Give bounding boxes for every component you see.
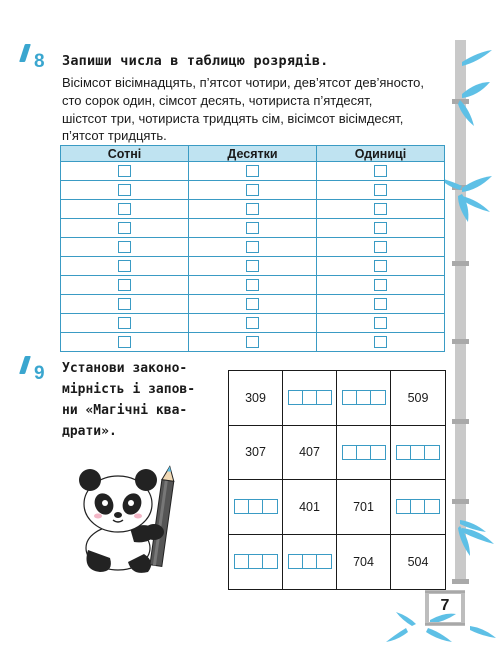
place-value-cell[interactable] (61, 238, 189, 257)
place-value-cell[interactable] (189, 333, 317, 352)
magic-square-cell[interactable] (229, 535, 283, 590)
place-value-cell[interactable] (189, 181, 317, 200)
place-value-cell[interactable] (61, 295, 189, 314)
magic-square-value: 509 (407, 390, 429, 405)
digit-box[interactable] (374, 203, 387, 215)
task-9-text-line: ни «Магічні ква- (62, 403, 188, 418)
digit-box[interactable] (303, 391, 317, 404)
magic-square-value: 701 (353, 499, 374, 514)
place-value-cell[interactable] (317, 276, 445, 295)
digit-box[interactable] (249, 500, 263, 513)
digit-box[interactable] (246, 279, 259, 291)
digit-box[interactable] (246, 184, 259, 196)
digit-box[interactable] (357, 391, 371, 404)
magic-square-cell (283, 426, 337, 481)
three-digit-answer-boxes[interactable] (288, 554, 332, 569)
magic-square-grid (228, 370, 446, 590)
place-value-row (61, 181, 445, 200)
magic-square-value: 504 (407, 554, 429, 569)
place-value-cell[interactable] (189, 276, 317, 295)
magic-square-cell (283, 480, 337, 535)
magic-square-cell[interactable] (337, 371, 391, 426)
bamboo-stalk-icon (452, 40, 469, 584)
place-value-row (61, 276, 445, 295)
magic-square-cell[interactable] (391, 480, 445, 535)
place-value-row (61, 295, 445, 314)
page-number: 7 (440, 597, 450, 614)
bamboo-node (452, 419, 469, 424)
place-value-cell[interactable] (189, 200, 317, 219)
task-9-text-line: Установи законо- (62, 361, 188, 376)
magic-square-cell[interactable] (283, 535, 337, 590)
task-8-text-line: шістсот три, чотириста тридцять сім, вісімсот вісімдесят, (62, 111, 404, 126)
digit-box[interactable] (374, 222, 387, 234)
place-value-row (61, 333, 445, 352)
digit-box[interactable] (246, 241, 259, 253)
digit-box[interactable] (246, 203, 259, 215)
place-value-cell[interactable] (189, 257, 317, 276)
place-value-row (61, 162, 445, 181)
digit-box[interactable] (397, 500, 411, 513)
task-8-text-line: сто сорок один, сімсот десять, чотириста п’ятдесят, (62, 93, 373, 108)
task-8-title: Запиши числа в таблицю розрядів. (62, 53, 329, 69)
task-9-text-line: мірність і запов- (62, 382, 196, 397)
bamboo-segment (455, 104, 466, 186)
task-9-number: 9 (34, 363, 45, 384)
three-digit-answer-boxes[interactable] (342, 390, 386, 405)
place-value-cell[interactable] (61, 333, 189, 352)
three-digit-answer-boxes[interactable] (234, 554, 278, 569)
place-value-cell[interactable] (61, 162, 189, 181)
digit-box[interactable] (118, 336, 131, 348)
digit-box[interactable] (411, 446, 425, 459)
place-value-row (61, 257, 445, 276)
digit-box[interactable] (374, 298, 387, 310)
digit-box[interactable] (118, 222, 131, 234)
magic-square-cell (391, 371, 445, 426)
bamboo-node (452, 261, 469, 266)
digit-box[interactable] (118, 241, 131, 253)
magic-square-cell (229, 371, 283, 426)
place-value-table (60, 145, 445, 352)
place-value-cell[interactable] (61, 314, 189, 333)
digit-box[interactable] (374, 336, 387, 348)
digit-box[interactable] (246, 336, 259, 348)
digit-box[interactable] (246, 165, 259, 177)
digit-box[interactable] (343, 446, 357, 459)
header-tens: Десятки (189, 146, 317, 162)
header-ones: Одиниці (317, 146, 445, 162)
digit-box[interactable] (263, 555, 277, 568)
digit-box[interactable] (374, 317, 387, 329)
digit-box[interactable] (371, 446, 385, 459)
digit-box[interactable] (249, 555, 263, 568)
digit-box[interactable] (289, 555, 303, 568)
digit-box[interactable] (246, 317, 259, 329)
magic-square-cell (391, 535, 445, 590)
digit-box[interactable] (289, 391, 303, 404)
place-value-cell[interactable] (189, 238, 317, 257)
digit-box[interactable] (411, 500, 425, 513)
place-value-row (61, 200, 445, 219)
place-value-cell[interactable] (61, 257, 189, 276)
task-8-text-line: Вісімсот вісімнадцять, п’ятсот чотири, дев’ятсот дев’яносто, (62, 75, 424, 90)
three-digit-answer-boxes[interactable] (342, 445, 386, 460)
place-value-cell[interactable] (61, 181, 189, 200)
digit-box[interactable] (425, 446, 439, 459)
place-value-row (61, 314, 445, 333)
digit-box[interactable] (118, 298, 131, 310)
place-value-cell[interactable] (61, 200, 189, 219)
digit-box[interactable] (371, 391, 385, 404)
place-value-row (61, 238, 445, 257)
digit-box[interactable] (118, 165, 131, 177)
place-value-cell[interactable] (317, 219, 445, 238)
digit-box[interactable] (397, 446, 411, 459)
place-value-cell[interactable] (317, 257, 445, 276)
digit-box[interactable] (235, 500, 249, 513)
digit-box[interactable] (317, 391, 331, 404)
digit-box[interactable] (425, 500, 439, 513)
bamboo-node (452, 579, 469, 584)
place-value-cell[interactable] (317, 295, 445, 314)
magic-square-cell[interactable] (283, 371, 337, 426)
task-8-number: 8 (34, 51, 45, 72)
digit-box[interactable] (343, 391, 357, 404)
place-value-cell[interactable] (317, 200, 445, 219)
magic-square-cell (229, 426, 283, 481)
magic-square-value: 309 (245, 390, 266, 405)
digit-box[interactable] (118, 184, 131, 196)
place-value-cell[interactable] (61, 219, 189, 238)
three-digit-answer-boxes[interactable] (288, 390, 332, 405)
place-value-cell[interactable] (317, 314, 445, 333)
header-hundreds: Сотні (61, 146, 189, 162)
place-value-cell[interactable] (317, 181, 445, 200)
digit-box[interactable] (374, 184, 387, 196)
three-digit-answer-boxes[interactable] (234, 499, 278, 514)
digit-box[interactable] (235, 555, 249, 568)
place-value-cell[interactable] (61, 276, 189, 295)
digit-box[interactable] (118, 260, 131, 272)
place-value-row (61, 219, 445, 238)
place-value-cell[interactable] (189, 162, 317, 181)
magic-square-cell[interactable] (229, 480, 283, 535)
digit-box[interactable] (246, 222, 259, 234)
bamboo-segment (455, 40, 466, 100)
digit-box[interactable] (118, 279, 131, 291)
digit-box[interactable] (374, 241, 387, 253)
place-value-header-row (61, 146, 445, 162)
magic-square-cell (337, 480, 391, 535)
digit-box[interactable] (118, 203, 131, 215)
magic-square-value: 307 (245, 445, 266, 460)
digit-box[interactable] (118, 317, 131, 329)
place-value-cell[interactable] (189, 314, 317, 333)
page-number-frame (425, 590, 465, 626)
panda-icon (70, 462, 185, 577)
task-9-text-line: драти». (62, 424, 117, 439)
digit-box[interactable] (317, 555, 331, 568)
magic-square-cell[interactable] (337, 426, 391, 481)
digit-box[interactable] (374, 260, 387, 272)
magic-square-value: 407 (299, 445, 320, 460)
magic-square-value: 401 (299, 499, 320, 514)
magic-square-cell[interactable] (391, 426, 445, 481)
digit-box[interactable] (374, 165, 387, 177)
task-8-text-line: п’ятсот тридцять. (62, 128, 167, 143)
digit-box[interactable] (303, 555, 317, 568)
digit-box[interactable] (374, 279, 387, 291)
magic-square-cell (337, 535, 391, 590)
bamboo-segment (455, 424, 466, 500)
place-value-cell[interactable] (189, 295, 317, 314)
digit-box[interactable] (357, 446, 371, 459)
digit-box[interactable] (246, 260, 259, 272)
place-value-cell[interactable] (189, 219, 317, 238)
place-value-cell[interactable] (317, 333, 445, 352)
three-digit-answer-boxes[interactable] (396, 445, 440, 460)
place-value-cell[interactable] (317, 162, 445, 181)
bamboo-node (452, 499, 469, 504)
place-value-cell[interactable] (317, 238, 445, 257)
digit-box[interactable] (263, 500, 277, 513)
bamboo-node (452, 339, 469, 344)
bamboo-segment (455, 266, 466, 340)
bamboo-segment (455, 344, 466, 420)
three-digit-answer-boxes[interactable] (396, 499, 440, 514)
magic-square-value: 704 (353, 554, 374, 569)
digit-box[interactable] (246, 298, 259, 310)
